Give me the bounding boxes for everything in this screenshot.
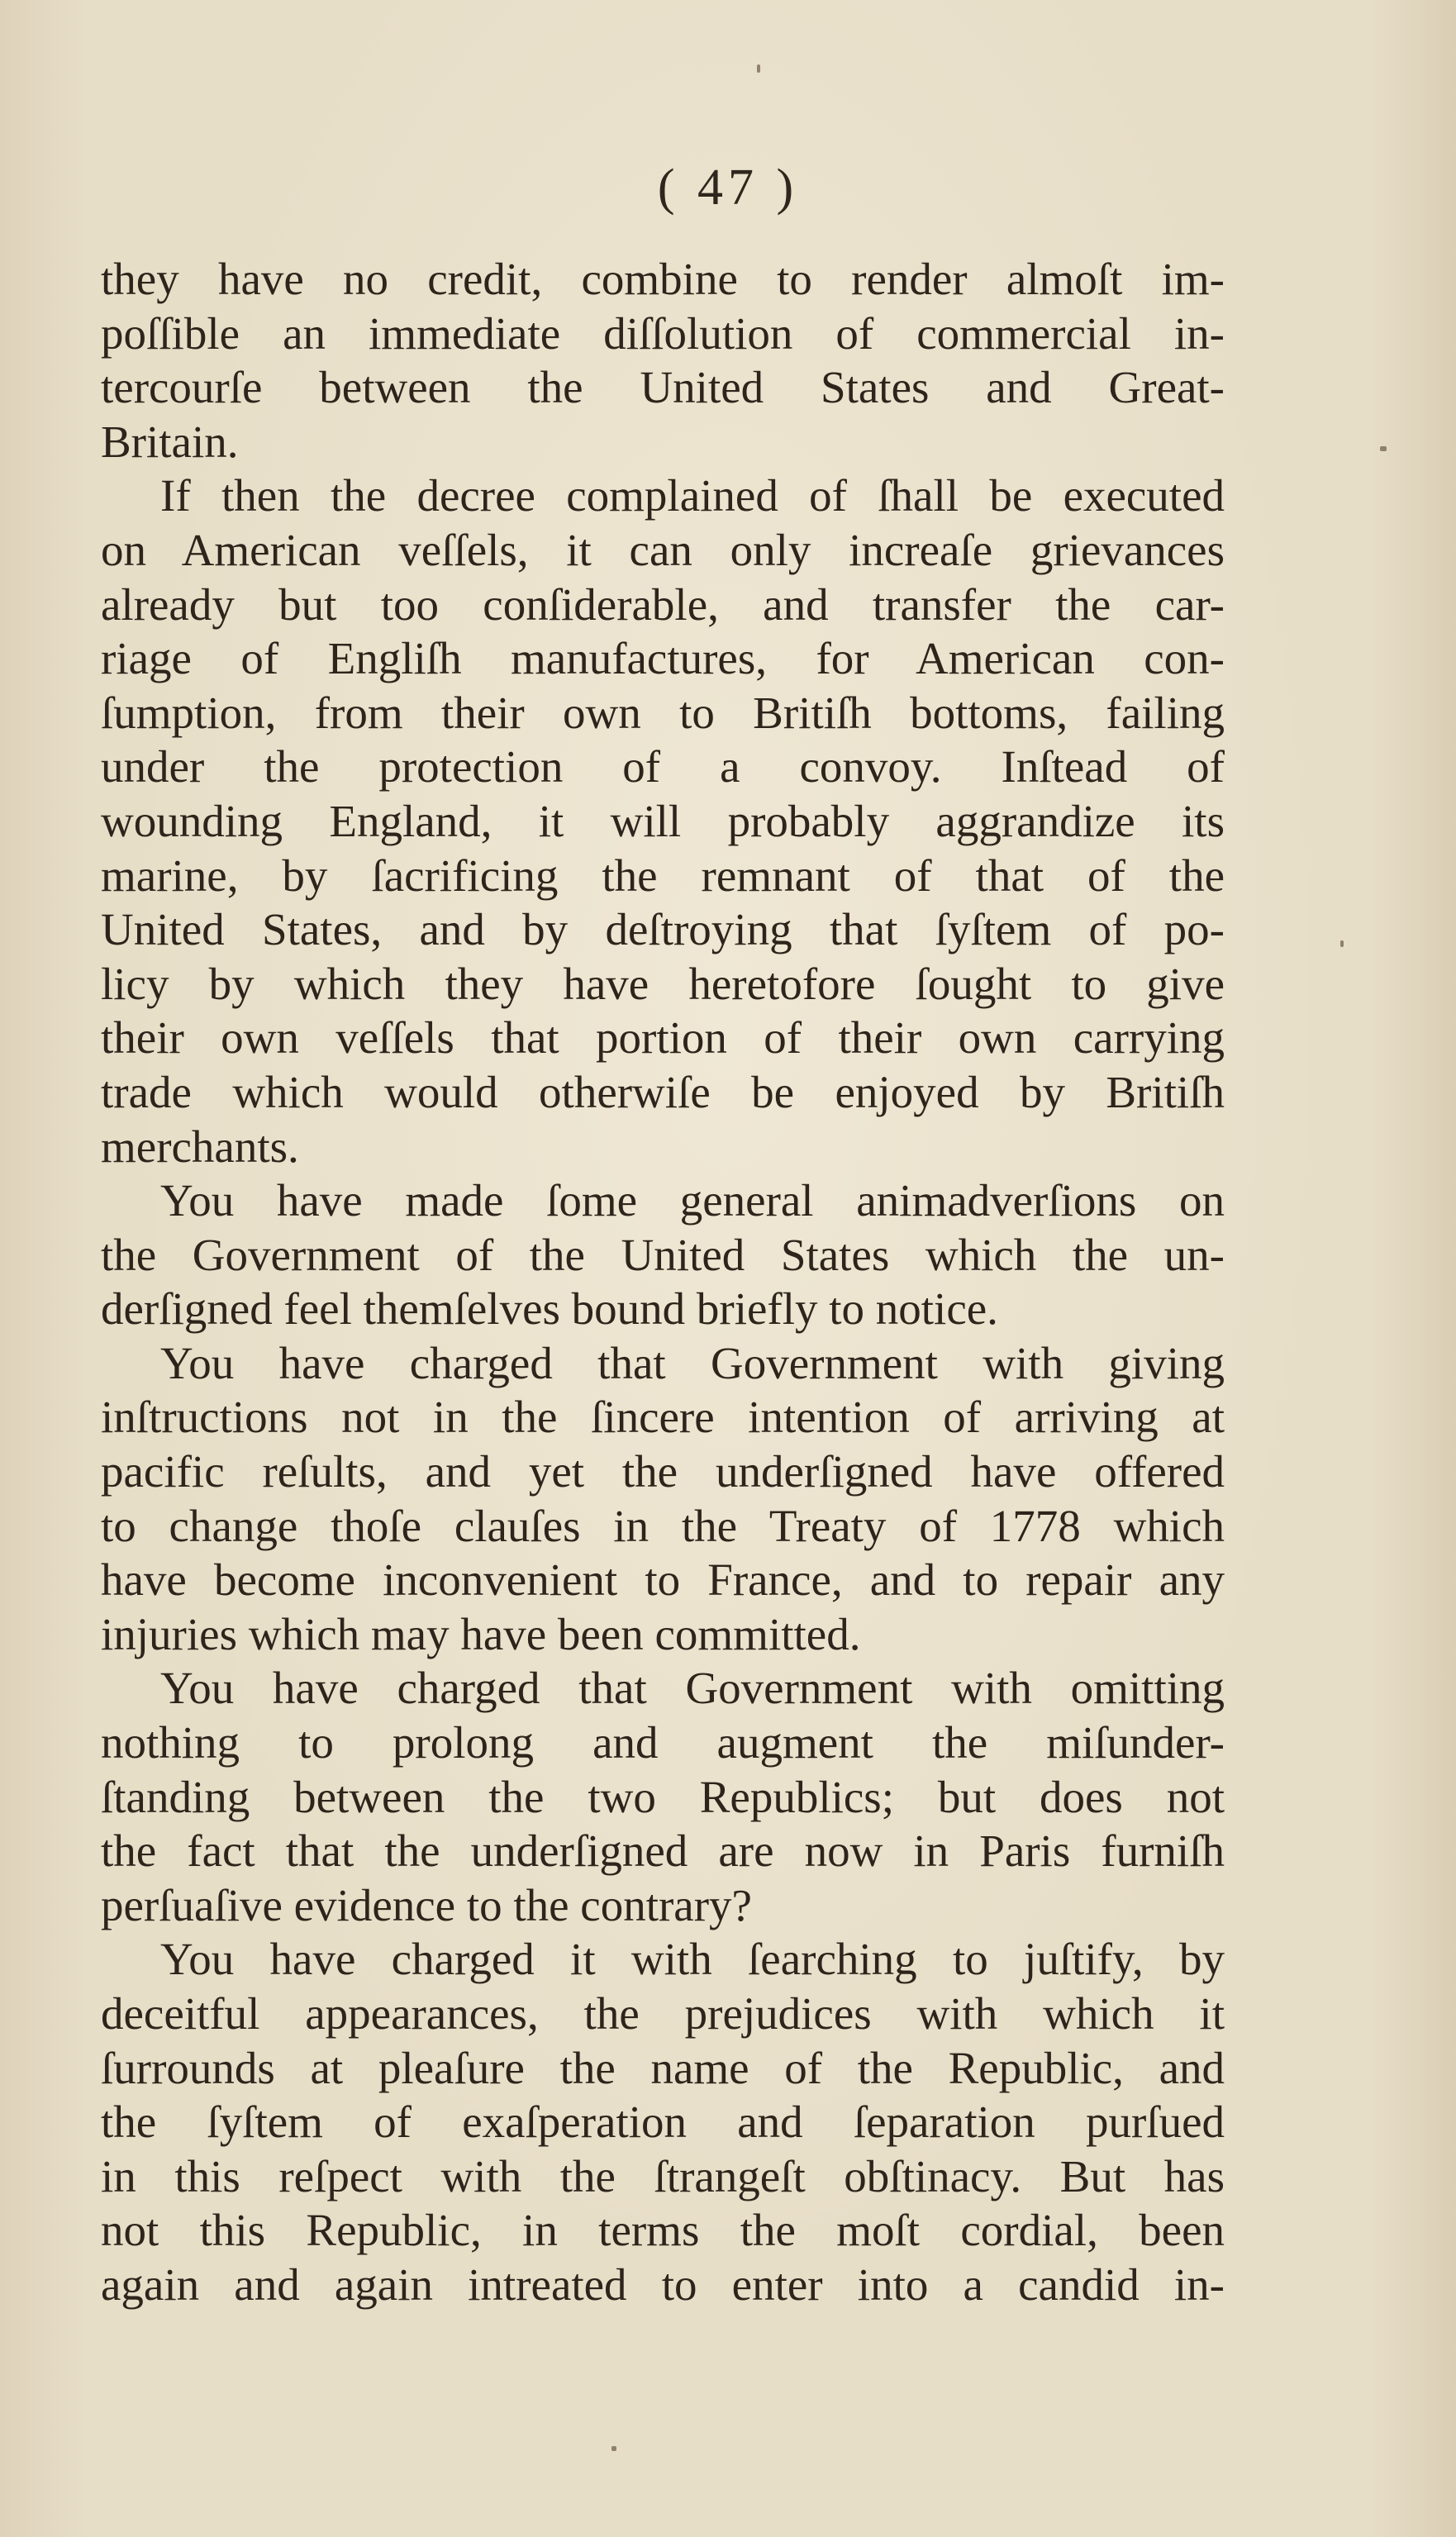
- text-line: have become inconvenient to France, and to repair any: [101, 1554, 1225, 1606]
- text-line: Britain.: [101, 416, 239, 467]
- text-line: wounding England, it will probably aggrandize its: [101, 795, 1225, 846]
- text-line: on American veſſels, it can only increaſe grievances: [101, 524, 1225, 575]
- text-line: the ſyſtem of exaſperation and ſeparation purſued: [101, 2097, 1225, 2148]
- text-line: nothing to prolong and augment the miſunder-: [101, 1717, 1225, 1768]
- paragraph-start-line: You have charged that Government with giving: [160, 1337, 1225, 1388]
- paragraph-start-line: If then the decree complained of ſhall be executed: [160, 470, 1225, 521]
- paragraph-start-line: You have made ſome general animadverſions on: [160, 1175, 1225, 1226]
- text-line: merchants.: [101, 1121, 299, 1172]
- text-line: already but too conſiderable, and transfer the car-: [101, 578, 1225, 630]
- paper-speck: [611, 2446, 616, 2451]
- text-line: United States, and by deſtroying that ſyſtem of po-: [101, 904, 1225, 955]
- text-line: their own veſſels that portion of their own carrying: [101, 1012, 1225, 1064]
- text-line: poſſible an immediate diſſolution of commercial in-: [101, 307, 1225, 359]
- text-line: derſigned feel themſelves bound briefly to notice.: [101, 1283, 998, 1335]
- text-line: perſuaſive evidence to the contrary?: [101, 1879, 752, 1930]
- body-text: [101, 252, 1225, 2312]
- page-number: ( 47 ): [657, 159, 799, 216]
- text-line: trade which would otherwiſe be enjoyed by Britiſh: [101, 1066, 1225, 1117]
- text-line: under the protection of a convoy. Inſtead of: [101, 741, 1225, 793]
- paragraph-start-line: You have charged it with ſearching to juſtify, by: [160, 1934, 1225, 1985]
- text-line: ſurrounds at pleaſure the name of the Republic, and: [101, 2042, 1225, 2093]
- text-line: the fact that the underſigned are now in Paris furniſh: [101, 1825, 1225, 1877]
- paper-speck: [757, 64, 760, 73]
- text-line: tercourſe between the United States and Great-: [101, 362, 1225, 413]
- text-line: marine, by ſacrificing the remnant of that of the: [101, 850, 1225, 901]
- text-line: injuries which may have been committed.: [101, 1608, 861, 1659]
- text-line: not this Republic, in terms the moſt cordial, been: [101, 2205, 1225, 2256]
- text-line: ſtanding between the two Republics; but does not: [101, 1771, 1225, 1822]
- text-line: deceitful appearances, the prejudices with which it: [101, 1988, 1225, 2039]
- paragraph-start-line: You have charged that Government with omitting: [160, 1663, 1225, 1714]
- text-line: again and again intreated to enter into a candid in-: [101, 2259, 1225, 2310]
- text-line: they have no credit, combine to render almoſt im-: [101, 254, 1225, 304]
- text-line: ſumption, from their own to Britiſh bottoms, failing: [101, 687, 1225, 738]
- text-line: in this reſpect with the ſtrangeſt obſtinacy. But has: [101, 2150, 1225, 2201]
- text-line: the Government of the United States which the un-: [101, 1229, 1225, 1280]
- text-line: licy by which they have heretofore ſought to give: [101, 958, 1225, 1009]
- paper-speck: [1340, 940, 1344, 947]
- paper-speck: [1380, 446, 1387, 451]
- text-line: to change thoſe clauſes in the Treaty of 1778 which: [101, 1500, 1225, 1551]
- text-line: riage of Engliſh manufactures, for American con-: [101, 633, 1225, 684]
- text-line: pacific reſults, and yet the underſigned have offered: [101, 1446, 1225, 1497]
- text-line: inſtructions not in the ſincere intention of arriving at: [101, 1392, 1225, 1443]
